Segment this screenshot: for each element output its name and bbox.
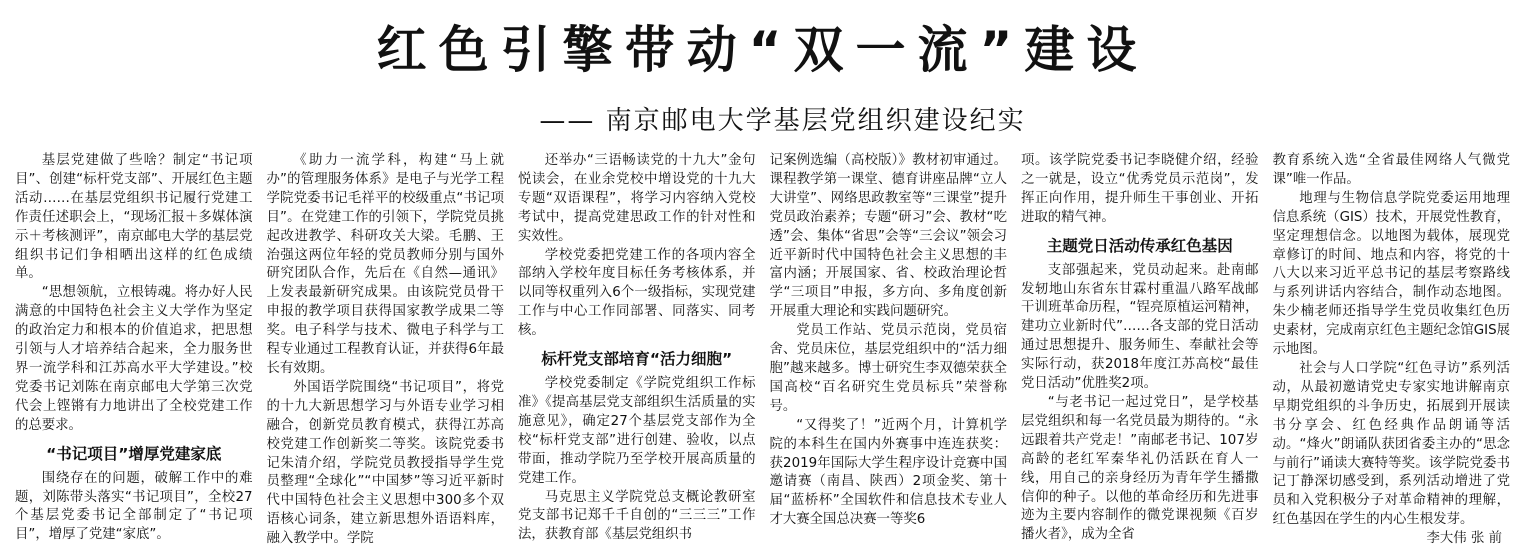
article-title: 红色引擎带动“双一流”建设: [376, 21, 1149, 79]
paragraph: 社会与人口学院“红色寻访”系列活动，从最初邀请党史专家实地讲解南京早期党组织的斗争历史，拓展到开展读书分享会、红色经典作品朗诵等活动。“烽火”朗诵队获团省委主办的“思念与前行”诵读大赛特等奖。该学院党委书记丁静深切感受到，系列活动增进了党员和入党积极分子对革命精神的理解，红色基因在学生的内心生根发芽。: [1272, 360, 1510, 528]
paragraph: 还举办“三语畅读党的十九大”金句悦读会，在业余党校中增设党的十九大专题“双语课程”，将学习内容纳入党校考试中，提高党建思政工作的针对性和实效性。: [518, 153, 756, 244]
paragraph: 记案例选编（高校版）》教材初审通过。课程教学第一课堂、德育讲座品牌“立人大讲堂”、网络思政教室等“三课堂”提升党员政治素养；专题“研习”会、教材“吃透”会、集体“省思”会等“三会议”领会习近平新时代中国特色社会主义思想的丰富内涵；开展国家、省、校政治理论哲学“三项目”申报，多方向、多角度创新开展重大理论和实践问题研究。: [769, 153, 1007, 320]
paragraph: 支部强起来，党员动起来。赴南邮发轫地山东省东甘霖村重温八路军战邮干训班革命历程，“锃亮原植运河精神，建功立业新时代”……各支部的党日活动通过思想提升、服务师生、奉献社会等实际行动，获2018年度江苏高校“最佳党日活动”优胜奖2项。: [1021, 262, 1259, 392]
paragraph: 基层党建做了些啥？制定“书记项目”、创建“标杆党支部”、开展红色主题活动……在基层党组织书记履行党建工作责任述职会上，“现场汇报＋多媒体演示＋考核测评”，南京邮电大学的基层党组织书记们争相晒出这样的红色成绩单。: [15, 153, 253, 282]
paragraph: 项。该学院党委书记李晓健介绍，经验之一就是，设立“优秀党员示范岗”，发挥正向作用，提升师生干事创业、开拓进取的精气神。: [1021, 153, 1259, 225]
section-heading: 主题党日活动传承红色基因: [1046, 236, 1233, 255]
paragraph: 学校党委把党建工作的各项内容全部纳入学校年度目标任务考核体系，并以同等权重列入6个一级指标，实现党建工作与中心工作同部署、同落实、同考核。: [518, 247, 756, 339]
paragraph: 学校党委制定《学院党组织工作标准》《提高基层党支部组织生活质量的实施意见》，确定27个基层党支部作为全校“标杆党支部”进行创建、验收，以点带面，推动学院乃至学校开展高质量的党建工作。: [518, 376, 756, 486]
text-column: [770, 152, 1008, 548]
text-column: [1273, 152, 1511, 548]
paragraph: “思想领航，立根铸魂。将办好人民满意的中国特色社会主义大学作为坚定的政治定力和根本的价值追求，把思想引领与人才培养结合起来，全力服务世界一流学科和江苏高水平大学建设。”校党委书记刘陈在南京邮电大学第三次党代会上铿锵有力地讲出了全校党建工作的总要求。: [15, 285, 253, 433]
section-heading: “书记项目”增厚党建家底: [46, 444, 222, 463]
paragraph: “又得奖了！”近两个月，计算机学院的本科生在国内外赛事中连连获奖：获2019年国际大学生程序设计竞赛中国邀请赛（南昌、陕西）2项金奖、第十届“蓝桥杯”全国软件和信息技术专业人才大赛全国总决赛一等奖6: [769, 417, 1007, 528]
paragraph: 党员工作站、党员示范岗，党员宿舍、党员床位，基层党组织中的“活力细胞”越来越多。博士研究生李双德荣获全国高校“百名研究生党员标兵”荣誉称号。: [769, 323, 1007, 414]
paragraph: 《助力一流学科，构建“马上就办”的管理服务体系》是电子与光学工程学院党委书记毛祥平的校级重点“书记项目”。在党建工作的引领下，学院党员挑起改进教学、科研攻关大梁。毛鹏、王治强这两位年轻的党员教师分别与国外研究团队合作，先后在《自然—通讯》上发表最新研究成果。由该院党员骨干申报的教学项目获得国家教学成果二等奖。电子科学与技术、微电子科学与工程专业通过工程教育认证，并获得6年最长有效期。: [266, 153, 504, 376]
author-byline: 李大伟 张 前: [1426, 531, 1502, 547]
paragraph: 地理与生物信息学院党委运用地理信息系统（GIS）技术，开展党性教育，坚定理想信念。以地图为载体，展现党章修订的时间、地点和内容，将党的十八大以来习近平总书记的基层考察路线与系列讲话内容结合，制作动态地图。朱少楠老师还指导学生党员收集红色历史素材，完成南京红色主题纪念馆GIS展示地图。: [1272, 190, 1510, 358]
text-column: [15, 152, 253, 548]
article-body: [15, 152, 1510, 548]
section-heading: 标杆党支部培育“活力细胞”: [541, 350, 733, 369]
text-column: [518, 152, 756, 548]
text-column: [1021, 152, 1259, 548]
paragraph: 外国语学院围绕“书记项目”，将党的十九大新思想学习与外语专业学习相融合，创新党员教育模式，获得江苏高校党建工作创新奖二等奖。该院党委书记朱清介绍，学院党员教授指导学生党员整理“全球化”“中国梦”等习近平新时代中国特色社会主义思想中300多个双语核心词条，建立新思想外语语料库，融入教学中。学院: [266, 379, 504, 547]
paragraph: 围绕存在的问题，破解工作中的难题，刘陈带头落实“书记项目”，全校27个基层党委书记全部制定了“书记项目”，增厚了党建“家底”。: [15, 470, 253, 543]
text-column: [267, 152, 505, 548]
paragraph: “与老书记一起过党日”，是学校基层党组织和每一名党员最为期待的。“永远跟着共产党走！”南邮老书记、107岁高龄的老红军秦华礼仍活跃在育人一线，用自己的亲身经历为青年学生播撒信仰的种子。以他的革命经历和先进事迹为主要内容制作的微党课视频《百岁播火者》，成为全省: [1021, 394, 1259, 543]
paragraph: 马克思主义学院党总支概论教研室党支部书记郑千千自创的“三三三”工作法，获教育部《基层党组织书: [518, 489, 756, 543]
article-subtitle: —— 南京邮电大学基层党组织建设纪实: [539, 106, 1026, 136]
paragraph: 教育系统入选“全省最佳网络人气微党课”唯一作品。: [1272, 153, 1510, 187]
